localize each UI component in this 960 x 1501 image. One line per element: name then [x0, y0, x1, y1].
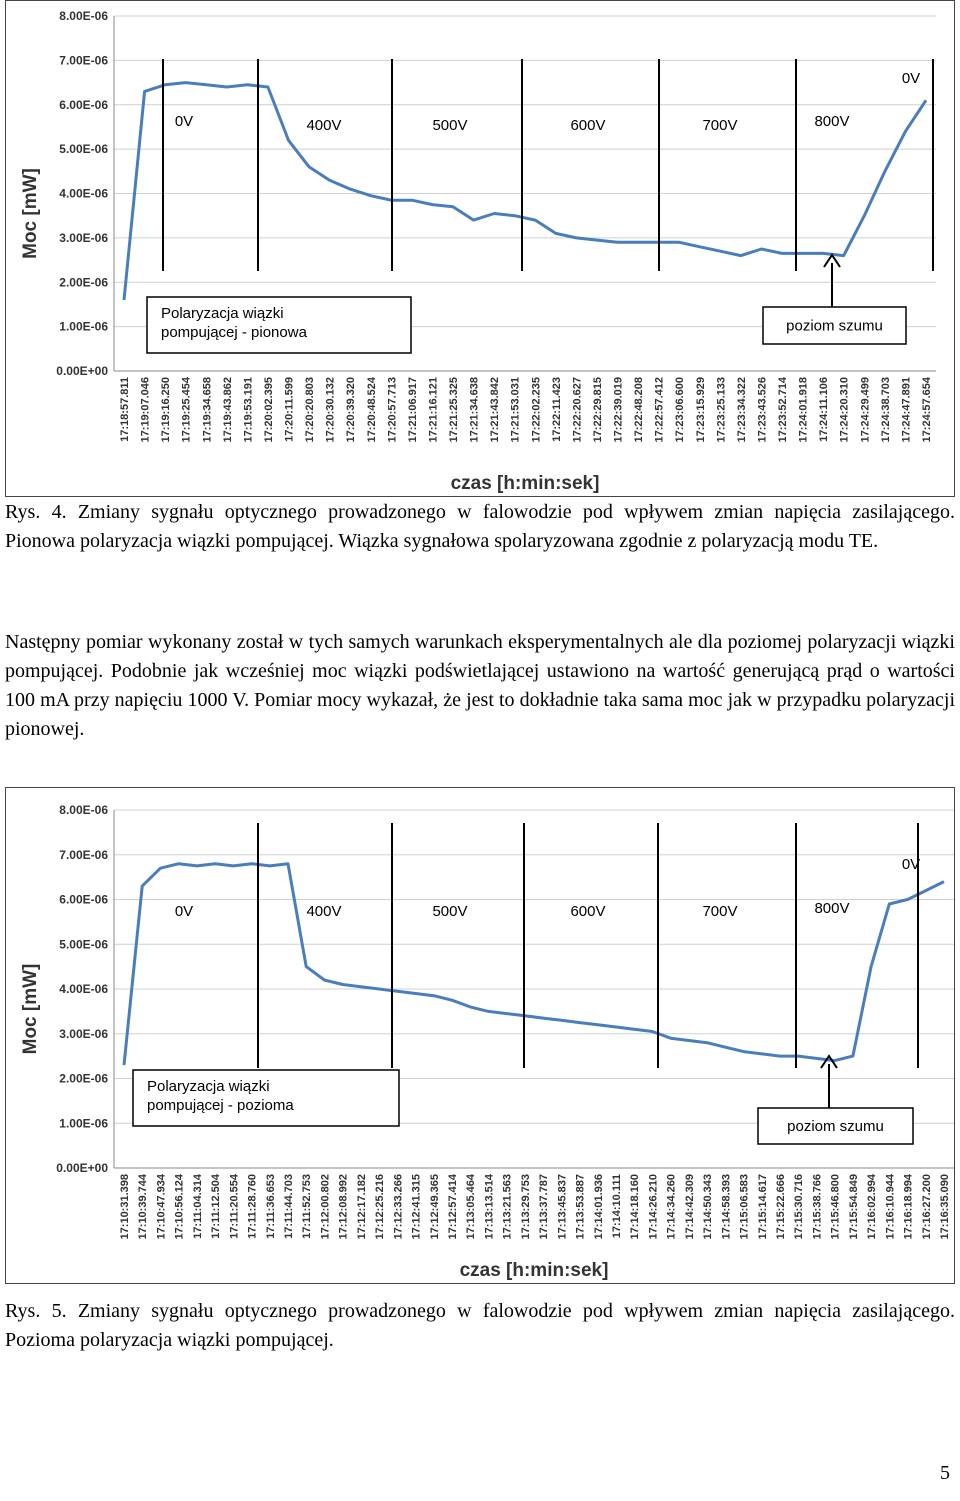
figure-4-chart [5, 0, 955, 497]
x-tick-label: 17:23:06.600 [674, 377, 687, 443]
figure-4-svg [6, 1, 956, 498]
figure-5-chart [5, 787, 955, 1284]
x-tick-label: 17:13:37.787 [538, 1174, 551, 1240]
x-tick-label: 17:24:57.654 [921, 377, 933, 443]
x-tick-label: 17:21:43.842 [489, 376, 502, 443]
y-tick-label: 5.00E-06 [59, 937, 108, 952]
noise-level-label: poziom szumu [787, 1118, 884, 1135]
x-tick-label: 17:16:18.994 [902, 1174, 915, 1240]
x-tick-label: 17:10:39.744 [137, 1174, 150, 1240]
voltage-label: 500V [432, 117, 468, 134]
x-tick-label: 17:14:42.309 [683, 1174, 696, 1240]
y-tick-label: 7.00E-06 [59, 53, 108, 68]
x-tick-label: 17:23:25.133 [715, 377, 728, 443]
y-tick-label: 7.00E-06 [59, 847, 108, 862]
voltage-label: 800V [814, 113, 850, 130]
y-tick-label: 1.00E-06 [59, 1116, 108, 1131]
x-tick-label: 17:24:38.703 [879, 377, 892, 443]
x-tick-label: 17:12:33.266 [392, 1174, 405, 1240]
y-axis-title: Moc [mW] [20, 963, 41, 1055]
x-tick-label: 17:12:08.992 [337, 1174, 350, 1240]
x-tick-label: 17:11:52.753 [301, 1174, 314, 1239]
y-tick-label: 8.00E-06 [59, 9, 108, 23]
caption-figure-5: Rys. 5. Zmiany sygnału optycznego prowadzonego w falowodzie pod wpływem zmian napięcia zasilającego. Pozioma polaryzacja wiązki pompującej. [5, 1300, 955, 1351]
x-tick-label: 17:21:06.917 [406, 377, 419, 443]
x-tick-label: 17:16:35.090 [939, 1174, 951, 1240]
figure-5-svg [6, 788, 956, 1285]
x-tick-label: 17:10:47.934 [155, 1174, 168, 1240]
x-tick-label: 17:19:43.862 [221, 377, 234, 443]
x-tick-label: 17:21:16.121 [427, 377, 440, 443]
x-tick-label: 17:20:39.320 [345, 377, 358, 443]
x-tick-label: 17:11:28.760 [246, 1174, 259, 1239]
x-tick-label: 17:19:25.454 [180, 377, 193, 443]
voltage-label: 400V [306, 117, 342, 134]
y-tick-label: 8.00E-06 [59, 803, 108, 817]
x-tick-label: 17:24:11.106 [818, 377, 831, 442]
x-tick-label: 17:19:07.046 [139, 377, 152, 443]
caption-figure-4: Rys. 4. Zmiany sygnału optycznego prowadzonego w falowodzie pod wpływem zmian napięcia zasilającego. Pionowa polaryzacja wiązki pompującej. Wiązka sygnałowa spolaryzowana zgodnie z polaryzacją modu TE. [5, 501, 955, 552]
x-tick-label: 17:20:20.803 [304, 377, 317, 443]
y-tick-label: 6.00E-06 [59, 97, 108, 112]
voltage-label: 0V [174, 903, 194, 920]
x-tick-label: 17:24:20.310 [838, 377, 851, 443]
y-tick-label: 0.00E+00 [56, 364, 108, 378]
y-tick-label: 1.00E-06 [59, 319, 108, 334]
x-tick-label: 17:14:58.393 [720, 1174, 733, 1240]
y-tick-label: 4.00E-06 [59, 982, 108, 996]
x-tick-label: 17:12:41.315 [410, 1174, 423, 1240]
x-tick-label: 17:19:53.191 [242, 377, 255, 443]
voltage-label: 400V [306, 903, 342, 920]
x-tick-label: 17:22:20.627 [571, 377, 584, 443]
x-tick-label: 17:23:34.322 [735, 377, 748, 443]
page-number: 5 [940, 1462, 950, 1484]
y-axis-title: Moc [mW] [20, 168, 41, 259]
x-tick-label: 17:13:45.837 [556, 1174, 569, 1240]
x-tick-label: 17:22:39.019 [612, 377, 625, 443]
x-tick-label: 17:15:30.716 [793, 1174, 806, 1240]
y-tick-label: 3.00E-06 [59, 1026, 108, 1041]
x-tick-label: 17:15:22.666 [775, 1174, 787, 1240]
voltage-label: 0V [901, 70, 921, 87]
y-tick-label: 3.00E-06 [59, 230, 108, 245]
x-tick-label: 17:14:01.936 [592, 1174, 605, 1240]
x-tick-label: 17:13:21.563 [501, 1174, 514, 1240]
data-series-line [124, 864, 944, 1065]
x-tick-label: 17:11:36.653 [264, 1174, 277, 1239]
x-tick-label: 17:20:48.524 [365, 377, 378, 443]
y-tick-label: 2.00E-06 [59, 275, 108, 290]
y-tick-label: 0.00E+00 [56, 1161, 108, 1175]
x-tick-label: 17:15:54.849 [847, 1174, 860, 1240]
voltage-label: 0V [901, 856, 921, 873]
x-axis-title: czas [h:min:sek] [450, 473, 600, 494]
y-tick-label: 5.00E-06 [59, 142, 108, 157]
voltage-label: 600V [570, 903, 606, 920]
y-tick-label: 2.00E-06 [59, 1071, 108, 1086]
x-tick-label: 17:13:29.753 [519, 1174, 532, 1240]
x-tick-label: 17:14:50.343 [702, 1174, 715, 1240]
x-tick-label: 17:11:44.703 [283, 1174, 295, 1239]
data-series-line [124, 83, 926, 300]
x-tick-label: 17:14:34.260 [665, 1174, 678, 1240]
polarization-label: pompującej - pionowa [161, 324, 307, 341]
x-tick-label: 17:11:04.314 [191, 1174, 204, 1239]
voltage-label: 500V [432, 903, 468, 920]
x-tick-label: 17:12:57.414 [447, 1174, 459, 1240]
x-tick-label: 17:22:11.423 [550, 377, 563, 442]
voltage-label: 700V [702, 903, 738, 920]
x-tick-label: 17:22:57.412 [653, 377, 666, 443]
x-tick-label: 17:23:15.929 [694, 377, 707, 443]
voltage-label: 800V [814, 900, 850, 917]
x-axis-title: czas [h:min:sek] [459, 1260, 609, 1281]
body-paragraph: Następny pomiar wykonany został w tych samych warunkach eksperymentalnych ale dla poziomej polaryzacji wiązki pompującej. Podobnie jak wcześniej moc wiązki podświetlającej ustawiono na wartość generującą prąd o wartości 100 mA przy napięciu 1000 V. Pomiar mocy wykazał, że jest to dokładnie taka sama moc jak w przypadku polaryzacji pionowej. [5, 631, 955, 740]
x-tick-label: 17:13:05.464 [465, 1174, 478, 1240]
voltage-label: 600V [570, 117, 606, 134]
y-tick-label: 4.00E-06 [59, 186, 108, 201]
x-tick-label: 17:15:46.800 [829, 1174, 842, 1240]
x-tick-label: 17:21:25.325 [448, 377, 461, 443]
x-tick-label: 17:22:48.208 [633, 377, 646, 443]
x-tick-label: 17:10:31.398 [119, 1174, 131, 1240]
polarization-label: Polaryzacja wiązki [161, 305, 284, 322]
voltage-label: 0V [174, 113, 194, 130]
x-tick-label: 17:12:25.216 [374, 1174, 387, 1240]
x-tick-label: 17:14:10.111 [611, 1174, 623, 1239]
x-tick-label: 17:20:02.395 [262, 377, 275, 443]
polarization-label: Polaryzacja wiązki [147, 1078, 270, 1095]
x-tick-label: 17:20:57.713 [386, 377, 399, 443]
x-tick-label: 17:19:34.658 [201, 377, 214, 443]
x-tick-label: 17:15:38.766 [811, 1174, 824, 1240]
x-tick-label: 17:14:26.210 [647, 1174, 660, 1240]
x-tick-label: 17:16:02.994 [866, 1174, 879, 1240]
x-tick-label: 17:24:29.499 [859, 377, 872, 443]
x-tick-label: 17:10:56.124 [173, 1174, 186, 1240]
polarization-label: pompującej - pozioma [147, 1097, 294, 1114]
x-tick-label: 17:23:43.526 [756, 377, 769, 443]
noise-level-label: poziom szumu [786, 317, 883, 335]
x-tick-label: 17:22:29.815 [591, 377, 604, 443]
x-tick-label: 17:21:34.638 [468, 376, 481, 443]
x-tick-label: 17:11:12.504 [210, 1174, 223, 1239]
x-tick-label: 17:21:53.031 [509, 377, 522, 443]
voltage-label: 700V [702, 117, 738, 134]
x-tick-label: 17:12:49.365 [428, 1174, 441, 1240]
x-tick-label: 17:12:00.802 [319, 1174, 332, 1240]
x-tick-label: 17:22:02.235 [530, 377, 543, 443]
x-tick-label: 17:15:14.617 [756, 1174, 769, 1240]
x-tick-label: 17:24:47.891 [900, 377, 913, 443]
x-tick-label: 17:14:18.160 [629, 1174, 642, 1240]
x-tick-label: 17:13:53.887 [574, 1174, 587, 1240]
x-tick-label: 17:20:30.132 [324, 377, 337, 443]
x-tick-label: 17:18:57.811 [119, 377, 131, 442]
x-tick-label: 17:15:06.583 [738, 1174, 751, 1240]
y-tick-label: 6.00E-06 [59, 892, 108, 907]
x-tick-label: 17:24:01.918 [797, 377, 810, 443]
x-tick-label: 17:19:16.250 [160, 377, 173, 443]
x-tick-label: 17:11:20.554 [228, 1174, 241, 1239]
x-tick-label: 17:20:11.599 [283, 377, 296, 442]
x-tick-label: 17:12:17.182 [355, 1174, 368, 1240]
x-tick-label: 17:16:27.200 [920, 1174, 933, 1240]
x-tick-label: 17:23:52.714 [777, 377, 790, 443]
x-tick-label: 17:13:13.514 [483, 1174, 496, 1240]
x-tick-label: 17:16:10.944 [884, 1174, 897, 1240]
